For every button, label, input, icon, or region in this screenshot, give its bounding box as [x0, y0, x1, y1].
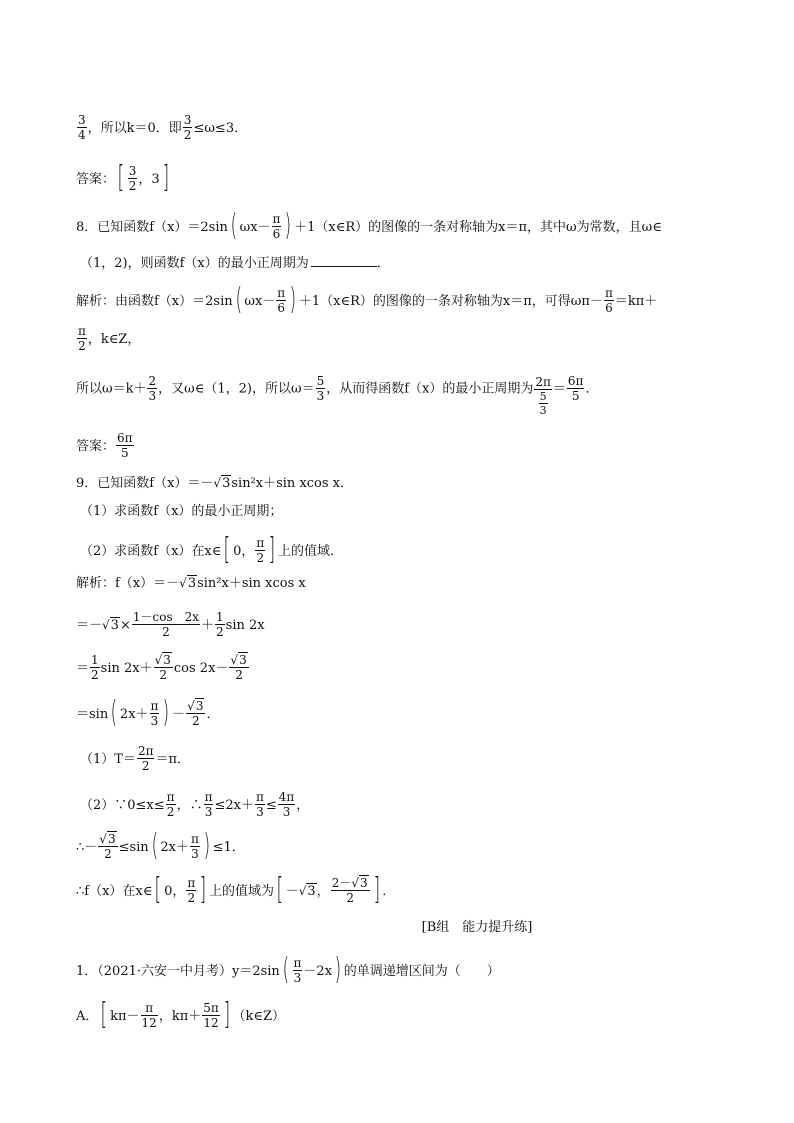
- question-9-line1: 9．已知函数f（x）＝－√3sin²x＋sin xcos x．: [76, 476, 354, 491]
- solution-9-line6: ∴f（x）在x∈[ 0， $\frac{\pi}{2}$ ] 上的值域为[ －√3， $\frac{2-√3}{2}$ ] ．: [76, 871, 396, 907]
- solution-9-part1: （1）T＝ $\frac{2\pi}{2}$ ＝π．: [80, 744, 191, 773]
- solution-9-line1: 解析：f（x）＝－√3sin²x＋sin xcos x: [76, 576, 306, 591]
- question-8-line1: 8．已知函数f（x）＝2sin( ωx－ $\frac{\pi}{6}$ ) ＋1（x∈R）的图像的一条对称轴为x＝π，其中ω为常数，且ω∈: [76, 207, 662, 243]
- group-heading: [B组 能力提升练]: [421, 920, 533, 935]
- solution-9-line3: ＝ $\frac{1}{2}$ sin 2x＋ $\frac{√3}{2}$ cos 2x－ $\frac{√3}{2}$: [76, 653, 247, 682]
- question-b1: 1．（2021·六安一中月考）y＝2sin( $\frac{\pi}{3}$ －2x) 的单调递增区间为（ ）: [76, 951, 500, 987]
- solution-9-line4: ＝sin( 2x＋ $\frac{\pi}{3}$ ) － $\frac{√3}{2}$ ．: [76, 694, 220, 730]
- question-9-part2: （2）求函数f（x）在x∈[ 0， $\frac{\pi}{2}$ ] 上的值域．: [80, 531, 343, 567]
- solution-9-part2: （2）∵0≤x≤ $\frac{\pi}{2}$ ，∴ $\frac{\pi}{3}$ ≤2x＋ $\frac{\pi}{3}$ ≤ $\frac{4\pi}{3}$ ，: [80, 790, 310, 819]
- option-a: A．[ kπ－ $\frac{\pi}{12}$ ，kπ＋ $\frac{5\pi}{12}$ ] （k∈Z）: [76, 996, 286, 1032]
- solution-8-line1: 解析：由函数f（x）＝2sin( ωx－ $\frac{\pi}{6}$ ) ＋1（x∈R）的图像的一条对称轴为x＝π，可得ωπ－ $\frac{\pi}{6}$ ＝kπ＋: [76, 281, 658, 317]
- solution-8-line2: $\frac{\pi}{2}$ ，k∈Z，: [78, 324, 141, 353]
- solution-8-line3: 所以ω＝k＋ $\frac{2}{3}$ ，又ω∈（1，2)，所以ω＝ $\frac{5}{3}$ ，从而得函数f（x）的最小正周期为 $\frac{2\pi}{\frac{5}{3}}$ ＝ $\frac{6\pi}{5}$ ．: [76, 373, 599, 417]
- solution-9-line5: ∴－ $\frac{√3}{2}$ ≤sin( 2x＋ $\frac{\pi}{3}$ ) ≤1．: [76, 827, 245, 863]
- answer-7: 答案：[ $\frac{3}{2}$ ，3]: [76, 159, 169, 195]
- question-9-part1: （1）求函数f（x）的最小正周期；: [80, 504, 283, 519]
- solution-9-line2: ＝－√3× $\frac{1-\cos 2x}{2}$ ＋ $\frac{1}{2}$ sin 2x: [76, 610, 265, 639]
- fraction-3-2: $\frac{3}{2}$: [183, 113, 192, 142]
- question-8-line2: （1，2)，则函数f（x）的最小正周期为 ．: [80, 256, 390, 271]
- answer-8: 答案： $\frac{6\pi}{5}$: [76, 431, 133, 460]
- fraction-3-4: $\frac{3}{4}$: [78, 113, 86, 142]
- line-1: $\frac{3}{4}$ ，所以k＝0．即 $\frac{3}{2}$ ≤ω≤3．: [78, 113, 248, 142]
- answer-blank: [311, 254, 377, 267]
